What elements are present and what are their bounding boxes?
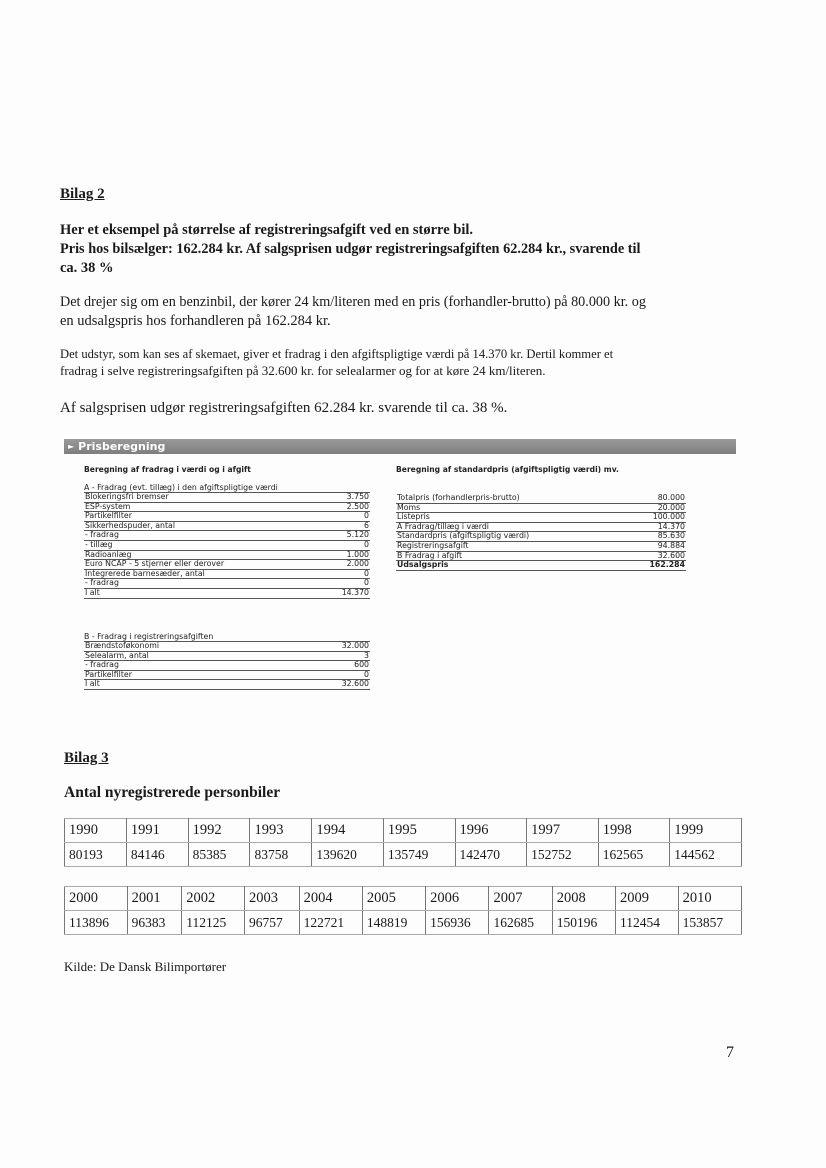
registrations-table-2000s bbox=[64, 886, 742, 935]
price-calculator bbox=[64, 439, 736, 709]
row-value: 0 bbox=[321, 512, 370, 522]
table-row bbox=[65, 887, 742, 911]
table-row bbox=[396, 513, 686, 523]
year-cell: 2008 bbox=[552, 887, 615, 911]
count-cell: 113896 bbox=[65, 911, 128, 935]
row-label: Brændstoføkonomi bbox=[84, 642, 290, 651]
row-value: 1.000 bbox=[321, 550, 370, 560]
row-label: Totalpris (forhandlerpris-brutto) bbox=[396, 494, 623, 503]
table-row bbox=[65, 843, 742, 867]
year-cell: 2003 bbox=[244, 887, 299, 911]
table-row bbox=[65, 819, 742, 843]
row-label: Moms bbox=[396, 503, 623, 513]
year-cell: 2005 bbox=[362, 887, 425, 911]
table-row bbox=[84, 531, 370, 541]
chevron-right-icon: ► bbox=[68, 442, 75, 451]
year-cell: 2010 bbox=[678, 887, 741, 911]
row-label: Radioanlæg bbox=[84, 550, 321, 560]
count-cell: 83758 bbox=[250, 843, 312, 867]
count-cell: 122721 bbox=[299, 911, 362, 935]
row-value: 3.750 bbox=[321, 493, 370, 502]
row-label: - fradrag bbox=[84, 531, 321, 541]
count-cell: 135749 bbox=[383, 843, 455, 867]
year-cell: 1993 bbox=[250, 819, 312, 843]
row-value: 2.000 bbox=[321, 560, 370, 570]
page-number: 7 bbox=[726, 1044, 734, 1061]
row-label: Udsalgspris bbox=[396, 561, 623, 571]
table-row bbox=[84, 579, 370, 589]
count-cell: 85385 bbox=[188, 843, 250, 867]
calculator-title: Prisberegning bbox=[78, 440, 166, 453]
table-row bbox=[84, 588, 370, 598]
bilag2-heading: Bilag 2 bbox=[60, 186, 105, 202]
row-label: I alt bbox=[84, 680, 290, 690]
row-label: Sikkerhedspuder, antal bbox=[84, 521, 321, 531]
table-row bbox=[396, 503, 686, 513]
bilag2-intro-line1: Her et eksempel på størrelse af registreringsafgift ved en større bil. bbox=[60, 222, 474, 238]
table-row bbox=[84, 661, 370, 671]
table-row bbox=[84, 651, 370, 661]
row-label: Partikelfilter bbox=[84, 512, 321, 522]
row-label: A Fradrag/tillæg i værdi bbox=[396, 522, 623, 532]
count-cell: 152752 bbox=[527, 843, 599, 867]
section-a-title: A - Fradrag (evt. tillæg) i den afgiftspligtige værdi bbox=[84, 483, 370, 493]
year-cell: 1995 bbox=[383, 819, 455, 843]
row-value: 85.630 bbox=[623, 532, 686, 542]
year-cell: 2006 bbox=[426, 887, 489, 911]
count-cell: 162685 bbox=[489, 911, 552, 935]
year-cell: 2009 bbox=[616, 887, 679, 911]
table-row bbox=[84, 540, 370, 550]
row-value: 162.284 bbox=[623, 561, 686, 571]
year-cell: 1997 bbox=[527, 819, 599, 843]
row-label: - fradrag bbox=[84, 579, 321, 589]
year-cell: 1994 bbox=[312, 819, 384, 843]
bilag2-para2-line1: Det udstyr, som kan ses af skemaet, giver et fradrag i den afgiftspligtige værdi på 14.370 kr. Dertil kommer et bbox=[60, 347, 614, 361]
count-cell: 153857 bbox=[678, 911, 741, 935]
count-cell: 96383 bbox=[127, 911, 182, 935]
year-cell: 1991 bbox=[126, 819, 188, 843]
count-cell: 142470 bbox=[455, 843, 527, 867]
source-note: Kilde: De Dansk Bilimportører bbox=[64, 959, 227, 974]
row-label: Registreringsafgift bbox=[396, 541, 623, 551]
count-cell: 144562 bbox=[670, 843, 742, 867]
row-value: 3 bbox=[290, 651, 370, 661]
count-cell: 80193 bbox=[65, 843, 127, 867]
registrations-table-1990s bbox=[64, 818, 742, 867]
right-heading: Beregning af standardpris (afgiftspligtig værdi) mv. bbox=[396, 465, 619, 474]
year-cell: 1999 bbox=[670, 819, 742, 843]
table-row bbox=[65, 911, 742, 935]
bilag3-heading: Bilag 3 bbox=[64, 750, 109, 766]
count-cell: 148819 bbox=[362, 911, 425, 935]
bilag2-para3: Af salgsprisen udgør registreringsafgiften 62.284 kr. svarende til ca. 38 %. bbox=[60, 400, 508, 416]
count-cell: 162565 bbox=[598, 843, 670, 867]
row-value: 20.000 bbox=[623, 503, 686, 513]
bilag2-intro-line2: Pris hos bilsælger: 162.284 kr. Af salgsprisen udgør registreringsafgiften 62.284 kr., svarende til bbox=[60, 241, 641, 257]
year-cell: 2007 bbox=[489, 887, 552, 911]
count-cell: 139620 bbox=[312, 843, 384, 867]
table-row bbox=[84, 569, 370, 579]
row-value: 6 bbox=[321, 521, 370, 531]
table-row bbox=[84, 680, 370, 690]
row-label: I alt bbox=[84, 588, 321, 598]
bilag2-para1-line2: en udsalgspris hos forhandleren på 162.284 kr. bbox=[60, 313, 331, 329]
row-label: Partikelfilter bbox=[84, 670, 290, 680]
row-value: 0 bbox=[321, 579, 370, 589]
year-cell: 1990 bbox=[65, 819, 127, 843]
row-value: 2.500 bbox=[321, 502, 370, 512]
row-value: 14.370 bbox=[321, 588, 370, 598]
row-label: B Fradrag i afgift bbox=[396, 551, 623, 561]
year-cell: 2004 bbox=[299, 887, 362, 911]
bilag3-subheading: Antal nyregistrerede personbiler bbox=[64, 784, 281, 801]
year-cell: 2000 bbox=[65, 887, 128, 911]
count-cell: 150196 bbox=[552, 911, 615, 935]
bilag2-intro-line3: ca. 38 % bbox=[60, 260, 114, 276]
row-value: 32.600 bbox=[623, 551, 686, 561]
bilag2-para1-line1: Det drejer sig om en benzinbil, der kører 24 km/literen med en pris (forhandler-brutto) på 80.000 kr. og bbox=[60, 294, 646, 310]
table-row bbox=[84, 521, 370, 531]
row-label: Selealarm, antal bbox=[84, 651, 290, 661]
section-b bbox=[84, 632, 370, 690]
row-label: - tillæg bbox=[84, 540, 321, 550]
year-cell: 1998 bbox=[598, 819, 670, 843]
section-b-table bbox=[84, 642, 370, 690]
row-label: Blokeringsfri bremser bbox=[84, 493, 321, 502]
table-row bbox=[84, 493, 370, 502]
count-cell: 96757 bbox=[244, 911, 299, 935]
row-value: 0 bbox=[321, 569, 370, 579]
year-cell: 1992 bbox=[188, 819, 250, 843]
row-label: - fradrag bbox=[84, 661, 290, 671]
table-row bbox=[84, 512, 370, 522]
row-value: 0 bbox=[321, 540, 370, 550]
row-value: 32.000 bbox=[290, 642, 370, 651]
table-row bbox=[396, 541, 686, 551]
row-value: 94.884 bbox=[623, 541, 686, 551]
row-value: 14.370 bbox=[623, 522, 686, 532]
row-label: ESP-system bbox=[84, 502, 321, 512]
table-row bbox=[396, 494, 686, 503]
row-value: 80.000 bbox=[623, 494, 686, 503]
row-label: Euro NCAP - 5 stjerner eller derover bbox=[84, 560, 321, 570]
bilag2-para2-line2: fradrag i selve registreringsafgiften på 32.600 kr. for selealarmer og for at køre 24 km/literen. bbox=[60, 363, 546, 378]
row-value: 5.120 bbox=[321, 531, 370, 541]
table-row bbox=[84, 670, 370, 680]
year-cell: 1996 bbox=[455, 819, 527, 843]
section-a-table bbox=[84, 493, 370, 599]
count-cell: 112125 bbox=[182, 911, 245, 935]
section-b-title: B - Fradrag i registreringsafgiften bbox=[84, 632, 370, 642]
row-value: 32.600 bbox=[290, 680, 370, 690]
year-cell: 2001 bbox=[127, 887, 182, 911]
calculator-title-bar bbox=[64, 439, 736, 454]
table-row bbox=[84, 560, 370, 570]
table-row bbox=[396, 561, 686, 571]
standard-price-table bbox=[396, 494, 686, 571]
row-value: 100.000 bbox=[623, 513, 686, 523]
row-value: 0 bbox=[290, 670, 370, 680]
row-label: Standardpris (afgiftspligtig værdi) bbox=[396, 532, 623, 542]
row-label: Listepris bbox=[396, 513, 623, 523]
table-row bbox=[84, 642, 370, 651]
count-cell: 156936 bbox=[426, 911, 489, 935]
row-value: 600 bbox=[290, 661, 370, 671]
count-cell: 84146 bbox=[126, 843, 188, 867]
left-heading: Beregning af fradrag i værdi og i afgift bbox=[84, 465, 251, 474]
year-cell: 2002 bbox=[182, 887, 245, 911]
section-a bbox=[84, 483, 370, 599]
row-label: Integrerede barnesæder, antal bbox=[84, 569, 321, 579]
count-cell: 112454 bbox=[616, 911, 679, 935]
standard-price-section bbox=[396, 494, 686, 571]
